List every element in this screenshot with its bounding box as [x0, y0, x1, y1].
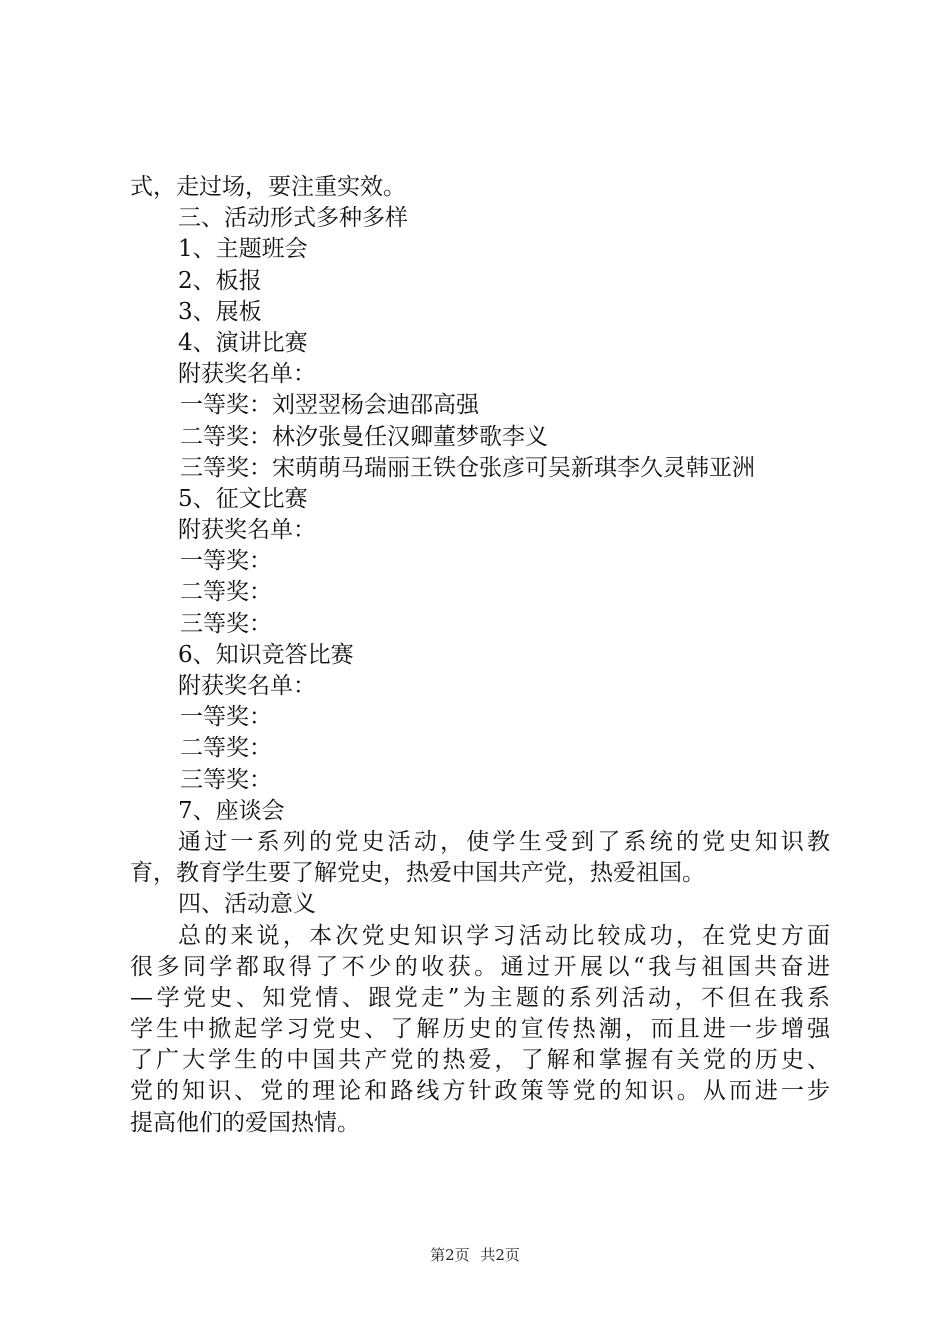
page-number: 第2页 — [430, 1246, 470, 1264]
award-line: 三等奖：宋萌萌马瑞丽王铁仓张彦可吴新琪李久灵韩亚洲 — [180, 454, 755, 481]
page-total: 共2页 — [480, 1246, 520, 1264]
award-line: 一等奖： — [180, 548, 272, 575]
paragraph-line: 党的知识、党的理论和路线方针政策等党的知识。从而进一步 — [130, 1078, 830, 1105]
list-item: 4、演讲比赛 — [178, 329, 308, 356]
award-line: 二等奖：林汐张曼任汉卿董梦歌李义 — [180, 423, 548, 450]
award-line: 二等奖： — [180, 735, 272, 762]
paragraph-line: 学生中掀起学习党史、了解历史的宣传热潮，而且进一步增强 — [130, 1016, 830, 1043]
paragraph-line: 总的来说，本次党史知识学习活动比较成功，在党史方面 — [178, 922, 830, 949]
paragraph-line: 通过一系列的党史活动，使学生受到了系统的党史知识教 — [178, 828, 830, 855]
list-item: 3、展板 — [178, 298, 262, 325]
award-line: 一等奖：刘翌翌杨会迪邵高强 — [180, 392, 479, 419]
paragraph-line: 了广大学生的中国共产党的热爱，了解和掌握有关党的历史、 — [130, 1047, 830, 1074]
award-line: 二等奖： — [180, 579, 272, 606]
award-list-heading: 附获奖名单： — [178, 673, 316, 699]
award-line: 三等奖： — [180, 766, 272, 793]
award-line: 一等奖： — [180, 704, 272, 731]
list-item: 2、板报 — [178, 267, 262, 294]
page-footer — [0, 1244, 950, 1265]
award-line: 三等奖： — [180, 610, 272, 637]
body-line: 式，走过场，要注重实效。 — [130, 174, 406, 200]
document-body — [130, 172, 830, 1139]
paragraph-line: 育，教育学生要了解党史，热爱中国共产党，热爱祖国。 — [130, 860, 705, 887]
paragraph-line: 提高他们的爱国热情。 — [130, 1109, 360, 1136]
award-list-heading: 附获奖名单： — [178, 361, 316, 388]
paragraph-line: 很多同学都取得了不少的收获。通过开展以“我与祖国共奋进 — [130, 953, 830, 980]
paragraph-line: —学党史、知党情、跟党走”为主题的系列活动，不但在我系 — [130, 984, 830, 1011]
list-item: 1、主题班会 — [178, 236, 308, 263]
section-heading: 四、活动意义 — [178, 891, 316, 918]
list-item: 6、知识竞答比赛 — [178, 641, 354, 668]
section-heading: 三、活动形式多种多样 — [178, 205, 408, 232]
list-item: 5、征文比赛 — [178, 485, 308, 512]
list-item: 7、座谈会 — [178, 797, 285, 824]
award-list-heading: 附获奖名单： — [178, 517, 316, 544]
